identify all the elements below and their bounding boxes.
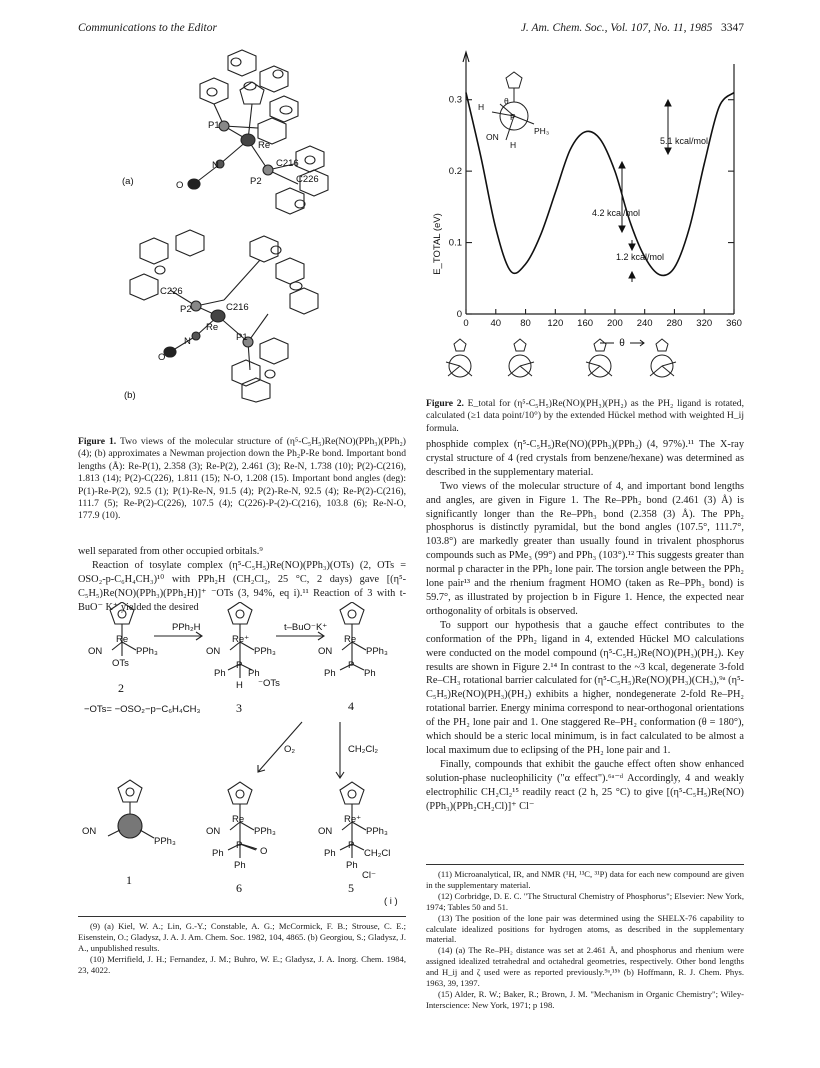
energy-curve xyxy=(466,93,734,276)
atom-text: Ph xyxy=(364,668,376,679)
atom-text: Re⁺ xyxy=(232,634,250,645)
atom-text: ON xyxy=(206,646,221,657)
ots-definition: −OTs= −OSO₂−p−C₆H₄CH₃ xyxy=(84,704,201,715)
figure1-caption-title: Figure 1. xyxy=(78,436,117,447)
compound-number: 4 xyxy=(348,699,354,713)
paragraph: Reaction of tosylate complex (η⁵-C₅H₅)Re(NO)(PPh₃)(OTs) (2, OTs = OSO₂-p-C₆H₄CH₃)¹⁰ with PPh₂H (CH₂Cl₂, 25 °C, 2 days) gave [(η⁵-C₅H₅)Re(NO)(PPh₃)(PPh₂H)]⁺ ⁻OTs (3, 94%, eq i).¹¹ Reaction of 3 with t-BuO⁻ K⁺ yielded the desired xyxy=(78,559,406,613)
footnote: (10) Merrifield, J. H.; Fernandez, J. M.; Buhro, W. E.; Gladysz, J. A. Inorg. Chem. 1984, 23, 4022. xyxy=(78,953,406,975)
footnote: (12) Corbridge, D. E. C. "The Structural Chemistry of Phosphorus"; Elsevier: New York, 1974; Tables 50 and 51. xyxy=(426,890,744,912)
atom-text: P xyxy=(348,660,355,671)
paragraph: To support our hypothesis that a gauche effect contributes to the conformation of the PPh₂ ligand in 4, extended Hückel MO calculations were conducted on the model compound (η⁵-C₅H₅)Re(NO)(PH₃)(PH₂). Key results are shown in Figure 2.¹⁴ In contrast to the ~3 kcal, degenerate 3-fold Re–CH₃ rotational barrier calculated for (η⁵-C₅H₅)Re(NO)(PH₃)(CH₃),⁹ᵃ (η⁵-C₅H₅)Re(NO)(PH₃)(PH₂) exhibits a higher, nondegenerate 2-fold Re–PH₂ rotational barrier. Energy minima correspond to near-orthogonal orientations of the PH₂ lone pair and 1. One staggered Re–PH₂ conformation (θ = 180°), which should be a steric local minimum, is in fact calculated to be almost a local maximum due to eclipsing of the PH₂ lone pair and 1. xyxy=(426,619,744,756)
footnote-rule-right xyxy=(426,864,744,865)
paragraph: well separated from other occupied orbitals.⁹ xyxy=(78,546,263,557)
figure1-ortep xyxy=(100,44,390,404)
x-tick-label: 120 xyxy=(547,318,564,329)
atom-label: C226 xyxy=(296,174,319,185)
annotation-barrier: 5.1 kcal/mol xyxy=(660,136,709,146)
atom-text: H xyxy=(236,680,243,691)
inset-text: θ xyxy=(504,96,509,106)
reagent-label: t–BuO⁻K⁺ xyxy=(284,622,328,633)
conformer-bond xyxy=(586,362,600,366)
x-tick-label: 80 xyxy=(520,318,531,329)
reagent-label: CH₂Cl₂ xyxy=(348,744,379,755)
atom-text: PPh₃ xyxy=(366,646,388,657)
atom-text: ON xyxy=(88,646,103,657)
fig1-panel-b-label: (b) xyxy=(124,390,136,401)
annotation-barrier: 4.2 kcal/mol xyxy=(592,208,641,218)
footnote-rule-left xyxy=(78,916,406,917)
inset-newman xyxy=(492,72,534,140)
atom-label: Re xyxy=(206,322,219,333)
atom-text: ON xyxy=(318,826,333,837)
running-head-right xyxy=(486,22,744,34)
figure2-caption-title: Figure 2. xyxy=(426,398,464,409)
atom-text: Ph xyxy=(214,668,226,679)
footnote: (13) The position of the lone pair was determined using the SHELX-76 capability to calculate idealized positions for hydrogen atoms, as described in the supplementary material. xyxy=(426,912,744,945)
atom-text: Ph xyxy=(346,860,358,871)
conformer-bond xyxy=(520,362,534,366)
atom-text: Ph xyxy=(234,860,246,871)
y-tick-label: 0.3 xyxy=(448,94,462,106)
atom-label: C216 xyxy=(276,158,299,169)
x-tick-label: 280 xyxy=(666,318,683,329)
inset-text: P xyxy=(510,112,516,122)
inset-text: H xyxy=(478,102,485,112)
x-tick-label: 240 xyxy=(636,318,653,329)
footnotes-left xyxy=(78,921,406,976)
atom-text: Re⁺ xyxy=(344,814,362,825)
atom-text: Ph xyxy=(248,668,260,679)
atom-text: OTs xyxy=(112,658,129,669)
footnote: (9) (a) Kiel, W. A.; Lin, G.-Y.; Constable, A. G.; McCormick, F. B.; Strouse, C. E.; Eisenstein, O.; Gladysz, J. A. J. Am. Chem. Soc. 1982, 104, 4865. (b) Georgiou, S.; Gladysz, J. A., unpublished results. xyxy=(78,921,406,953)
inset-text: ON xyxy=(486,132,499,142)
re-atom-a xyxy=(241,134,255,146)
atom-text: Ph xyxy=(212,848,224,859)
cp-ring xyxy=(514,339,526,351)
footnote: (15) Alder, R. W.; Baker, R.; Brown, J. M. "Mechanism in Organic Chemistry"; Wiley-Interscience: New York, 1971; p 198. xyxy=(426,988,744,1010)
figure2-caption xyxy=(426,398,744,435)
figure1-caption xyxy=(78,436,406,523)
atom-text: PPh₃ xyxy=(254,826,276,837)
conformer-bond xyxy=(446,362,460,366)
atom-text: ON xyxy=(318,646,333,657)
cp-ring xyxy=(454,339,466,351)
paragraph: Two views of the molecular structure of 4, and important bond lengths and angles, are given in Figure 1. The Re–PPh₂ bond (2.461 (3) Å) is significantly longer than the Re–PPh₃ bond (2.358 (3) Å). The PPh₂ phosphorus is distinctly pyramidal, but the bond angles (107.5°, 111.7°, 103.8°) are markedly greater than usually found in trivalent phosphorus compounds such as PMe₃ (99°) and PPh₃ (103°).¹² This suggests greater than normal p character in the PPh₂ lone pair. The torsion angle between the PPh₂ lone pair¹³ and the rhenium fragment HOMO (taken as Re–PPh₃ bond) is 59.7°, as illustrated by projection b in Figure 1. Hence, the expected near orthogonality of orbitals is observed. xyxy=(426,480,744,617)
x-tick-label: 0 xyxy=(463,318,469,329)
atom-text: P xyxy=(236,840,243,851)
compound-number: 2 xyxy=(118,681,124,695)
atom-label: N xyxy=(184,336,191,347)
atom-text: PPh₃ xyxy=(154,836,176,847)
atom-text: ON xyxy=(206,826,221,837)
x-axis-label: θ xyxy=(619,338,625,349)
y-tick-label: 0 xyxy=(456,309,462,320)
cp-ring xyxy=(656,339,668,351)
paragraph: phosphide complex (η⁵-C₅H₅)Re(NO)(PPh₃)(PPh₂) (4, 97%).¹¹ The X-ray crystal structure of 4 (red crystals from benzene/hexane) was determined as described in the supplementary material. xyxy=(426,439,744,478)
atom-label: C226 xyxy=(160,286,183,297)
inset-text: H xyxy=(510,140,517,150)
atom-text: Ph xyxy=(324,668,336,679)
reagent-label: O₂ xyxy=(284,744,296,755)
cp-ring xyxy=(594,339,606,351)
y-tick-label: 0.1 xyxy=(448,237,462,249)
atom-text: Cl⁻ xyxy=(362,870,376,881)
atom-label: Re xyxy=(258,140,271,151)
y-tick-label: 0.2 xyxy=(448,166,462,178)
running-head-left: Communications to the Editor xyxy=(78,22,217,34)
atom-label: P2 xyxy=(180,304,192,315)
figure1-caption-text: Two views of the molecular structure of (η⁵-C₅H₅)Re(NO)(PPh₃)(PPh₂) (4); (b) approximates a Newman projection down the Ph₂P-Re bond. Important bond lengths (Å): Re-P(1), 2.358 (3); Re-P(2), 2.461 (3); Re-N, 1.738 (10); P(2)-C(216), 1.813 (14); P(2)-C(226), 1.811 (15); N-O, 1.208 (15). Important bond angles (deg): P(1)-Re-P(2), 92.5 (1); P(1)-Re-N, 91.5 (4); P(2)-Re-N, 92.5 (4); Re-P(2)-C(216), 111.7 (5); Re-P(2)-C(226), 107.5 (4); C(226)-P-(2)-C(216), 103.8 (6); Re-N-O, 177.9 (10). xyxy=(78,436,406,522)
page-number: 3347 xyxy=(721,22,744,34)
atom-label: O xyxy=(176,180,184,191)
atom-text: Re xyxy=(116,634,129,645)
compound-number: 5 xyxy=(348,881,354,895)
footnote: (14) (a) The Re–PH₂ distance was set at 2.461 Å, and phosphorus and rhenium were assigned idealized tetrahedral and octahedral geometries, respectively. Other bond lengths and H_ij and ζ used were as reported previously.⁹ᵃ,¹⁵ᵇ (b) Hoffmann, R. J. Chem. Phys. 1963, 39, 1397. xyxy=(426,945,744,989)
atom-label: P1 xyxy=(236,332,248,343)
conformer-bond xyxy=(662,362,676,366)
atom-text: ⁻OTs xyxy=(258,678,280,689)
figure2-chart xyxy=(422,44,752,394)
compound-number: 6 xyxy=(236,881,242,895)
atom-text: Re xyxy=(232,814,245,825)
atom-text: O xyxy=(260,846,268,857)
atom-text: CH₂Cl xyxy=(364,848,391,859)
x-tick-label: 360 xyxy=(726,318,742,329)
x-tick-label: 200 xyxy=(606,318,623,329)
atom-text: ON xyxy=(82,826,97,837)
ortep-panel-a xyxy=(194,50,328,214)
atom-label: O xyxy=(158,352,166,363)
x-tick-label: 320 xyxy=(696,318,713,329)
atom-label: P1 xyxy=(208,120,220,131)
atom-text: Ph xyxy=(324,848,336,859)
atom-text: PPh₃ xyxy=(366,826,388,837)
compound-number: 3 xyxy=(236,701,242,715)
atom-text: Re xyxy=(344,634,357,645)
annotation-barrier: 1.2 kcal/mol xyxy=(616,252,665,262)
x-tick-label: 40 xyxy=(490,318,502,329)
atom-text: PPh₃ xyxy=(254,646,276,657)
footnotes-right xyxy=(426,869,744,1011)
atom-text: PPh₃ xyxy=(136,646,158,657)
right-column-text xyxy=(426,438,744,813)
paragraph: Finally, compounds that exhibit the gauche effect often show enhanced solution-phase nucleophilicity ("α effect").⁶ᵃ⁻ᵈ Accordingly, 4 and weakly electrophilic CH₂Cl₂¹⁵ readily react (2 h, 25 °C) to give [(η⁵-C₅H₅)Re(NO)(PPh₃)(PPh₂CH₂Cl)]⁺ Cl⁻ xyxy=(426,758,744,812)
equation-number: ( i ) xyxy=(384,896,398,907)
atom-label: C216 xyxy=(226,302,249,313)
x-tick-label: 160 xyxy=(577,318,594,329)
atom-label: N xyxy=(212,160,219,171)
figure2-caption-text: E_total for (η⁵-C₅H₅)Re(NO)(PH₃)(PH₂) as the PH₂ ligand is rotated, calculated (≥1 data point/10°) by the extended Hückel method with weighted H_ij formula. xyxy=(426,398,744,434)
reagent-label: PPh₂H xyxy=(172,622,201,633)
reaction-scheme xyxy=(78,602,408,910)
atom-text: P xyxy=(236,660,243,671)
journal-citation: J. Am. Chem. Soc., Vol. 107, No. 11, 1985 xyxy=(520,22,713,34)
inset-text: PH₃ xyxy=(534,126,550,136)
y-axis-label: E_TOTAL (eV) xyxy=(432,213,443,275)
compound-number: 1 xyxy=(126,873,132,887)
fig1-panel-a-label: (a) xyxy=(122,176,134,187)
atom-text: P xyxy=(348,840,355,851)
atom-label: P2 xyxy=(250,176,262,187)
footnote: (11) Microanalytical, IR, and NMR (¹H, ¹³C, ³¹P) data for each new compound are given in the supplementary material. xyxy=(426,869,744,890)
